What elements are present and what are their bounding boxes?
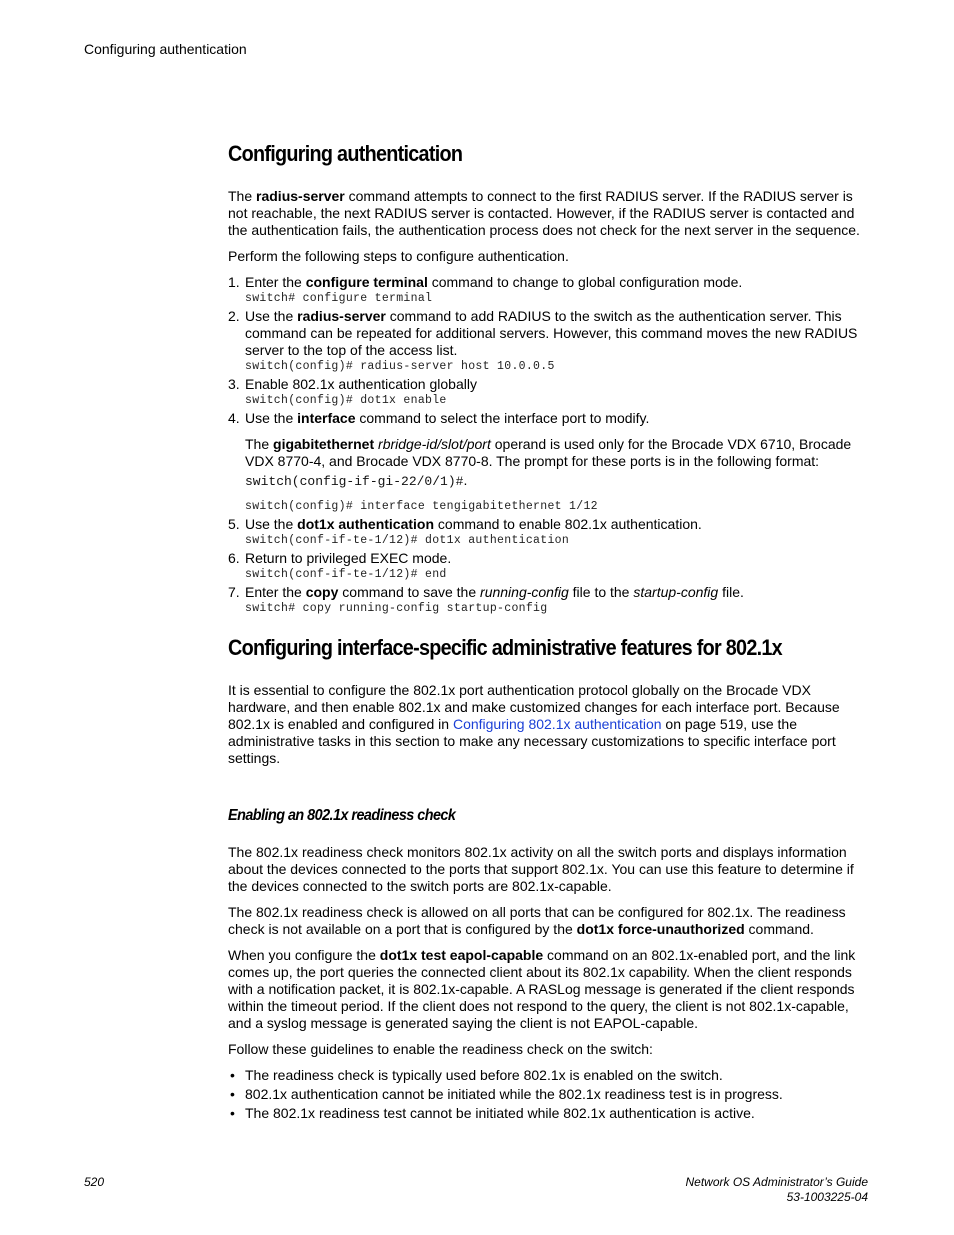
step-5: 5. Use the dot1x authentication command to enable 802.1x authentication. switch(conf-if-te-1/12)# dot1x authentication: [228, 516, 868, 548]
readiness-para-3: When you configure the dot1x test eapol-capable command on an 802.1x-enabled port, and the link comes up, the port queries the connected client about its 802.1x capability. When the client responds with a notification packet, it is 802.1x-capable. A RASLog message is generated if the client responds within the timeout period. If the client does not respond to the query, the client is not 802.1x-capable, and a syslog message is generated saying the client is not EAPOL-capable.: [228, 947, 856, 1031]
code-example: switch(config)# radius-server host 10.0.0.5: [245, 360, 555, 373]
interface-features-paragraph: It is essential to configure the 802.1x port authentication protocol globally on the Brocade VDX hardware, and then enable 802.1x and make customized changes for each interface port. Because 802.1x is enabled and configured in Configuring 802.1x authentication on page 519, use the administrative tasks in this section to make any necessary customizations to specific interface port settings.: [228, 682, 840, 766]
footer-doc-info: [685, 1175, 868, 1205]
step-4: 4. Use the interface command to select the interface port to modify. The gigabitethernet rbridge-id/slot/port operand is used only for the Brocade VDX 6710, Brocade VDX 8770-4, and Brocade VDX 8770-8. The prompt for these ports is in the following format: switch(config-if-gi-22/0/1)#. switch(config)# interface tengigabitethernet 1/12: [228, 410, 868, 514]
running-header: Configuring authentication: [84, 41, 247, 57]
step-2: 2. Use the radius-server command to add RADIUS to the switch as the authentication server. This command can be repeated for additional servers. However, this command moves the new RADIUS server to the top of the access list. switch(config)# radius-server host 10.0.0.5: [228, 308, 868, 374]
readiness-para-1: The 802.1x readiness check monitors 802.1x activity on all the switch ports and displays information about the devices connected to the ports that support 802.1x. You can use this feature to determine if the devices connected to the switch ports are 802.1x-capable.: [228, 844, 854, 894]
section-title-interface-specific-features: Configuring interface-specific administrative features for 802.1x: [228, 635, 782, 660]
code-example: switch(conf-if-te-1/12)# end: [245, 568, 447, 581]
document-number: 53-1003225-04: [786, 1190, 868, 1204]
intro-paragraph: The radius-server command attempts to connect to the first RADIUS server. If the RADIUS server is not reachable, the next RADIUS server is contacted. However, if the RADIUS server is contacted and the authentication fails, the authentication process does not check for the next server in the sequence.: [228, 188, 860, 238]
step-note: The gigabitethernet rbridge-id/slot/port operand is used only for the Brocade VDX 6710, Brocade VDX 8770-4, and Brocade VDX 8770-8. The prompt for these ports is in the following format: switch(config-if-gi-22/0/1)#.: [245, 436, 852, 489]
guidelines-list: [228, 1067, 868, 1122]
subsection-title-readiness-check: Enabling an 802.1x readiness check: [228, 807, 456, 824]
code-example: switch(conf-if-te-1/12)# dot1x authentication: [245, 534, 570, 547]
configuring-8021x-authentication-link[interactable]: Configuring 802.1x authentication: [452, 716, 662, 732]
readiness-para-4: Follow these guidelines to enable the readiness check on the switch:: [228, 1041, 653, 1057]
step-6: 6. Return to privileged EXEC mode. switch(conf-if-te-1/12)# end: [228, 550, 868, 582]
guide-title: Network OS Administrator’s Guide: [685, 1175, 868, 1189]
page-number: 520: [84, 1175, 105, 1189]
readiness-para-2: The 802.1x readiness check is allowed on all ports that can be configured for 802.1x. The readiness check is not available on a port that is configured by the dot1x force-unauthorized command.: [228, 904, 846, 937]
steps-list: [228, 274, 868, 616]
step-3: 3. Enable 802.1x authentication globally switch(config)# dot1x enable: [228, 376, 868, 408]
code-example: switch# copy running-config startup-config: [245, 602, 548, 615]
list-item: • The 802.1x readiness test cannot be initiated while 802.1x authentication is active.: [228, 1105, 868, 1122]
code-example: switch(config)# interface tengigabitethernet 1/12: [245, 500, 598, 513]
step-7: 7. Enter the copy command to save the running-config file to the startup-config file. switch# copy running-config startup-config: [228, 584, 868, 616]
section-title-configuring-authentication: Configuring authentication: [228, 141, 463, 166]
command-radius-server: radius-server: [256, 188, 345, 204]
perform-steps-text: Perform the following steps to configure authentication.: [228, 248, 569, 264]
code-example: switch# configure terminal: [245, 292, 433, 305]
page-content: [228, 140, 868, 1124]
list-item: • The readiness check is typically used before 802.1x is enabled on the switch.: [228, 1067, 868, 1084]
prompt-format-code: switch(config-if-gi-22/0/1)#: [245, 474, 464, 489]
code-example: switch(config)# dot1x enable: [245, 394, 447, 407]
step-1: 1. Enter the configure terminal command to change to global configuration mode. switch# configure terminal: [228, 274, 868, 306]
list-item: • 802.1x authentication cannot be initiated while the 802.1x readiness test is in progress.: [228, 1086, 868, 1103]
